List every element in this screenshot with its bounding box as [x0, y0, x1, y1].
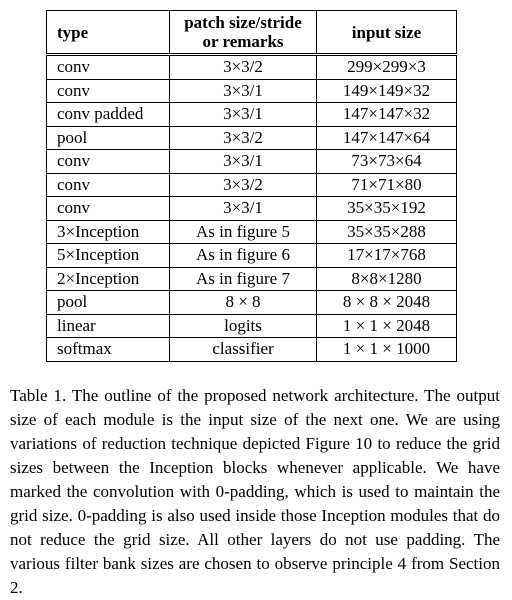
header-type: type: [47, 11, 170, 55]
table-header-row: [47, 11, 457, 55]
cell-type: conv padded: [47, 103, 170, 127]
cell-patch-size: 3×3/2: [170, 126, 317, 150]
cell-type: softmax: [47, 338, 170, 362]
table-row: [47, 197, 457, 221]
cell-patch-size: 3×3/1: [170, 103, 317, 127]
cell-type: pool: [47, 126, 170, 150]
cell-type: conv: [47, 150, 170, 174]
table-row: [47, 220, 457, 244]
cell-input-size: 147×147×64: [317, 126, 457, 150]
cell-input-size: 8 × 8 × 2048: [317, 291, 457, 315]
caption-text: Table 1. The outline of the proposed network architecture. The output size of each module is the input size of the next one. We are using variations of reduction technique depicted Figure 10 to reduce the grid sizes between the Inception blocks whenever applicable. We have marked the convolution with 0-padding, which is used to maintain the grid size. 0-padding is also used inside those Inception modules that do not reduce the grid size. All other layers do not use padding. The various filter bank sizes are chosen to observe principle 4 from Section 2.: [10, 386, 500, 597]
cell-patch-size: As in figure 5: [170, 220, 317, 244]
cell-input-size: 17×17×768: [317, 244, 457, 268]
cell-type: 3×Inception: [47, 220, 170, 244]
cell-patch-size: 3×3/1: [170, 79, 317, 103]
cell-patch-size: 3×3/2: [170, 55, 317, 80]
table-row: [47, 173, 457, 197]
cell-input-size: 1 × 1 × 1000: [317, 338, 457, 362]
cell-patch-size: 3×3/1: [170, 197, 317, 221]
header-patch-line1: patch size/stride: [184, 13, 302, 32]
cell-type: 5×Inception: [47, 244, 170, 268]
cell-type: linear: [47, 314, 170, 338]
cell-patch-size: As in figure 7: [170, 267, 317, 291]
cell-input-size: 73×73×64: [317, 150, 457, 174]
header-patch-line2: or remarks: [202, 32, 284, 51]
cell-type: conv: [47, 197, 170, 221]
table-row: [47, 150, 457, 174]
cell-input-size: 71×71×80: [317, 173, 457, 197]
table-row: [47, 126, 457, 150]
cell-input-size: 35×35×192: [317, 197, 457, 221]
table-row: [47, 55, 457, 80]
table-row: [47, 338, 457, 362]
architecture-table: [46, 10, 457, 362]
cell-type: conv: [47, 55, 170, 80]
table-row: [47, 267, 457, 291]
table-body: [47, 55, 457, 362]
table-row: [47, 103, 457, 127]
cell-patch-size: logits: [170, 314, 317, 338]
cell-input-size: 149×149×32: [317, 79, 457, 103]
table-row: [47, 79, 457, 103]
cell-patch-size: 8 × 8: [170, 291, 317, 315]
cell-input-size: 147×147×32: [317, 103, 457, 127]
cell-patch-size: As in figure 6: [170, 244, 317, 268]
table-row: [47, 314, 457, 338]
cell-input-size: 1 × 1 × 2048: [317, 314, 457, 338]
architecture-table-container: [46, 10, 456, 362]
cell-input-size: 35×35×288: [317, 220, 457, 244]
cell-type: pool: [47, 291, 170, 315]
cell-input-size: 299×299×3: [317, 55, 457, 80]
cell-patch-size: classifier: [170, 338, 317, 362]
cell-type: conv: [47, 173, 170, 197]
cell-input-size: 8×8×1280: [317, 267, 457, 291]
table-row: [47, 244, 457, 268]
cell-patch-size: 3×3/1: [170, 150, 317, 174]
cell-type: 2×Inception: [47, 267, 170, 291]
table-row: [47, 291, 457, 315]
cell-type: conv: [47, 79, 170, 103]
table-caption: [10, 384, 500, 600]
header-input-size: input size: [317, 11, 457, 55]
header-patch-size: [170, 11, 317, 55]
cell-patch-size: 3×3/2: [170, 173, 317, 197]
